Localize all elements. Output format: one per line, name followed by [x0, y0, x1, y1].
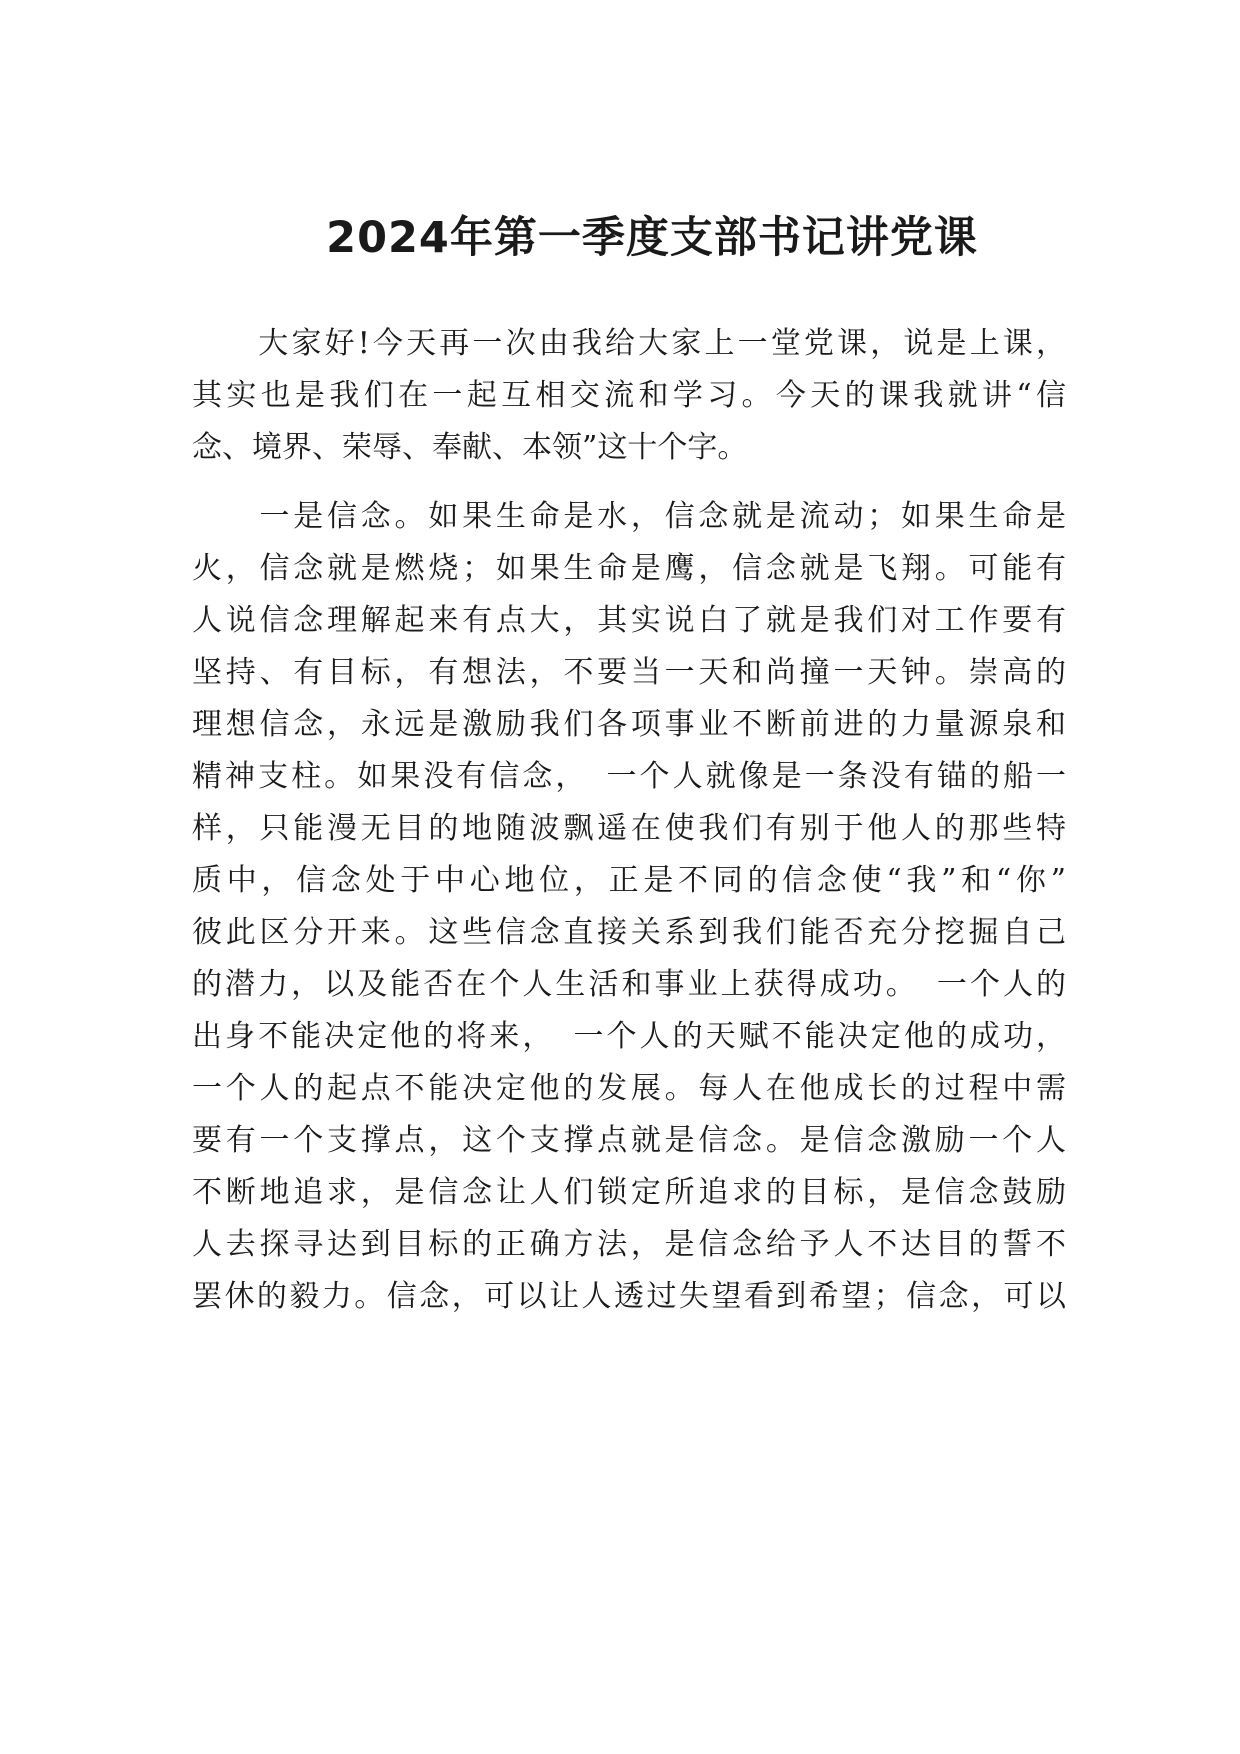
text-line: 其实也是我们在一起互相交流和学习。今天的课我就讲“信 — [192, 378, 1066, 413]
text-line: 精神支柱。如果没有信念， 一个人就像是一条没有锚的船一 — [192, 759, 1066, 794]
text-line: 人去探寻达到目标的正确方法，是信念给予人不达目的誓不 — [192, 1227, 1066, 1262]
paragraph-intro — [192, 318, 1066, 474]
text-line: 要有一个支撑点，这个支撑点就是信念。是信念激励一个人 — [192, 1123, 1066, 1158]
text-line: 样，只能漫无目的地随波飘遥在使我们有别于他人的那些特 — [192, 811, 1066, 846]
text-line: 坚持、有目标，有想法，不要当一天和尚撞一天钟。崇高的 — [192, 655, 1066, 690]
text-line: 一是信念。如果生命是水，信念就是流动；如果生命是 — [192, 499, 1066, 534]
document-title: 2024年第一季度支部书记讲党课 — [326, 213, 978, 263]
text-line: 出身不能决定他的将来， 一个人的天赋不能决定他的成功， — [192, 1019, 1066, 1054]
text-line: 理想信念，永远是激励我们各项事业不断前进的力量源泉和 — [192, 707, 1066, 742]
text-line: 念、境界、荣辱、奉献、本领”这十个字。 — [192, 430, 748, 465]
text-line: 的潜力，以及能否在个人生活和事业上获得成功。 一个人的 — [192, 967, 1066, 1002]
text-line: 火，信念就是燃烧；如果生命是鹰，信念就是飞翔。可能有 — [192, 551, 1066, 586]
text-line: 罢休的毅力。信念，可以让人透过失望看到希望；信念，可以 — [192, 1279, 1066, 1314]
text-line: 质中，信念处于中心地位，正是不同的信念使“我”和“你” — [192, 863, 1066, 898]
text-line: 不断地追求，是信念让人们锁定所追求的目标，是信念鼓励 — [192, 1175, 1066, 1210]
text-line: 彼此区分开来。这些信念直接关系到我们能否充分挖掘自己 — [192, 915, 1066, 950]
text-line: 人说信念理解起来有点大，其实说白了就是我们对工作要有 — [192, 603, 1066, 638]
text-line: 一个人的起点不能决定他的发展。每人在他成长的过程中需 — [192, 1071, 1066, 1106]
text-line: 大家好!今天再一次由我给大家上一堂党课，说是上课， — [192, 326, 1066, 361]
paragraph-belief — [192, 491, 1066, 1323]
